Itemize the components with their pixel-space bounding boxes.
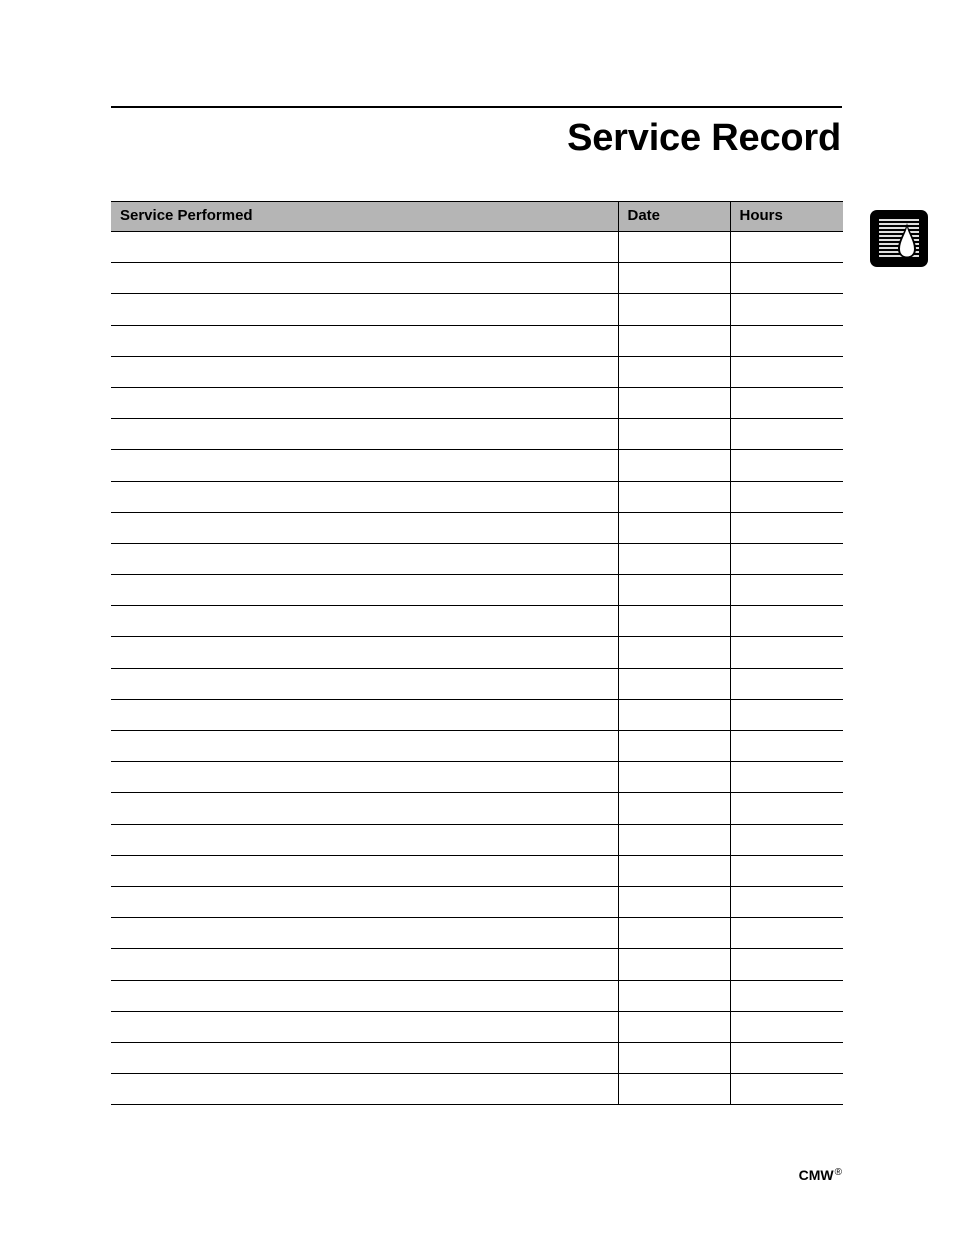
table-row [111, 294, 843, 325]
service-performed-cell[interactable] [111, 512, 618, 543]
date-cell[interactable] [618, 606, 730, 637]
service-performed-cell[interactable] [111, 731, 618, 762]
table-row [111, 886, 843, 917]
table-row [111, 824, 843, 855]
service-performed-cell[interactable] [111, 918, 618, 949]
service-performed-cell[interactable] [111, 824, 618, 855]
date-cell[interactable] [618, 731, 730, 762]
hours-cell[interactable] [730, 606, 843, 637]
table-row [111, 762, 843, 793]
date-cell[interactable] [618, 512, 730, 543]
date-cell[interactable] [618, 855, 730, 886]
table-row [111, 325, 843, 356]
service-performed-cell[interactable] [111, 606, 618, 637]
table-row [111, 419, 843, 450]
date-cell[interactable] [618, 232, 730, 263]
date-cell[interactable] [618, 356, 730, 387]
hours-cell[interactable] [730, 1042, 843, 1073]
service-performed-cell[interactable] [111, 387, 618, 418]
hours-cell[interactable] [730, 512, 843, 543]
oil-drop-icon [870, 210, 928, 267]
table-row [111, 387, 843, 418]
table-row [111, 699, 843, 730]
table-row [111, 263, 843, 294]
hours-cell[interactable] [730, 1074, 843, 1105]
hours-cell[interactable] [730, 294, 843, 325]
hours-cell[interactable] [730, 918, 843, 949]
date-cell[interactable] [618, 980, 730, 1011]
header-rule [111, 106, 842, 108]
table-row [111, 543, 843, 574]
hours-cell[interactable] [730, 387, 843, 418]
hours-cell[interactable] [730, 263, 843, 294]
date-cell[interactable] [618, 1011, 730, 1042]
service-performed-cell[interactable] [111, 762, 618, 793]
hours-cell[interactable] [730, 1011, 843, 1042]
hours-cell[interactable] [730, 949, 843, 980]
column-header-date: Date [618, 202, 730, 232]
hours-cell[interactable] [730, 980, 843, 1011]
column-header-hours: Hours [730, 202, 843, 232]
date-cell[interactable] [618, 949, 730, 980]
service-performed-cell[interactable] [111, 699, 618, 730]
hours-cell[interactable] [730, 855, 843, 886]
table-row [111, 450, 843, 481]
service-performed-cell[interactable] [111, 980, 618, 1011]
service-performed-cell[interactable] [111, 886, 618, 917]
table-row [111, 949, 843, 980]
table-row [111, 855, 843, 886]
hours-cell[interactable] [730, 793, 843, 824]
hours-cell[interactable] [730, 762, 843, 793]
table-row [111, 1074, 843, 1105]
table-body [111, 232, 843, 1105]
date-cell[interactable] [618, 886, 730, 917]
oil-drop-icon-graphic [870, 210, 928, 267]
service-performed-cell[interactable] [111, 543, 618, 574]
hours-cell[interactable] [730, 419, 843, 450]
service-performed-cell[interactable] [111, 949, 618, 980]
table-row [111, 606, 843, 637]
service-performed-cell[interactable] [111, 419, 618, 450]
brand-mark [799, 1164, 842, 1184]
date-cell[interactable] [618, 543, 730, 574]
service-performed-cell[interactable] [111, 793, 618, 824]
service-performed-cell[interactable] [111, 1011, 618, 1042]
service-performed-cell[interactable] [111, 575, 618, 606]
table-row [111, 668, 843, 699]
date-cell[interactable] [618, 481, 730, 512]
table-row [111, 980, 843, 1011]
service-performed-cell[interactable] [111, 356, 618, 387]
hours-cell[interactable] [730, 356, 843, 387]
service-performed-cell[interactable] [111, 637, 618, 668]
service-performed-cell[interactable] [111, 1074, 618, 1105]
service-performed-cell[interactable] [111, 263, 618, 294]
registered-mark: ® [834, 1167, 842, 1178]
date-cell[interactable] [618, 325, 730, 356]
service-performed-cell[interactable] [111, 1042, 618, 1073]
hours-cell[interactable] [730, 637, 843, 668]
date-cell[interactable] [618, 918, 730, 949]
date-cell[interactable] [618, 637, 730, 668]
hours-cell[interactable] [730, 699, 843, 730]
service-record-table [111, 201, 843, 1105]
date-cell[interactable] [618, 668, 730, 699]
date-cell[interactable] [618, 1042, 730, 1073]
service-performed-cell[interactable] [111, 481, 618, 512]
table-row [111, 481, 843, 512]
table-row [111, 1042, 843, 1073]
hours-cell[interactable] [730, 668, 843, 699]
date-cell[interactable] [618, 387, 730, 418]
hours-cell[interactable] [730, 731, 843, 762]
service-performed-cell[interactable] [111, 232, 618, 263]
date-cell[interactable] [618, 419, 730, 450]
hours-cell[interactable] [730, 325, 843, 356]
table-row [111, 731, 843, 762]
table-row [111, 793, 843, 824]
table-header-row [111, 202, 843, 232]
service-performed-cell[interactable] [111, 450, 618, 481]
hours-cell[interactable] [730, 824, 843, 855]
brand-name: CMW [798, 1167, 834, 1183]
table-row [111, 512, 843, 543]
table-row [111, 575, 843, 606]
date-cell[interactable] [618, 793, 730, 824]
date-cell[interactable] [618, 575, 730, 606]
table-row [111, 232, 843, 263]
table-row [111, 918, 843, 949]
page-title: Service Record [567, 117, 841, 159]
hours-cell[interactable] [730, 450, 843, 481]
date-cell[interactable] [618, 450, 730, 481]
date-cell[interactable] [618, 263, 730, 294]
date-cell[interactable] [618, 824, 730, 855]
date-cell[interactable] [618, 762, 730, 793]
hours-cell[interactable] [730, 886, 843, 917]
date-cell[interactable] [618, 294, 730, 325]
date-cell[interactable] [618, 1074, 730, 1105]
date-cell[interactable] [618, 699, 730, 730]
table-row [111, 637, 843, 668]
service-performed-cell[interactable] [111, 668, 618, 699]
service-performed-cell[interactable] [111, 855, 618, 886]
table-row [111, 1011, 843, 1042]
hours-cell[interactable] [730, 232, 843, 263]
hours-cell[interactable] [730, 543, 843, 574]
column-header-service-performed: Service Performed [111, 202, 618, 232]
service-performed-cell[interactable] [111, 294, 618, 325]
service-performed-cell[interactable] [111, 325, 618, 356]
hours-cell[interactable] [730, 575, 843, 606]
hours-cell[interactable] [730, 481, 843, 512]
table-row [111, 356, 843, 387]
